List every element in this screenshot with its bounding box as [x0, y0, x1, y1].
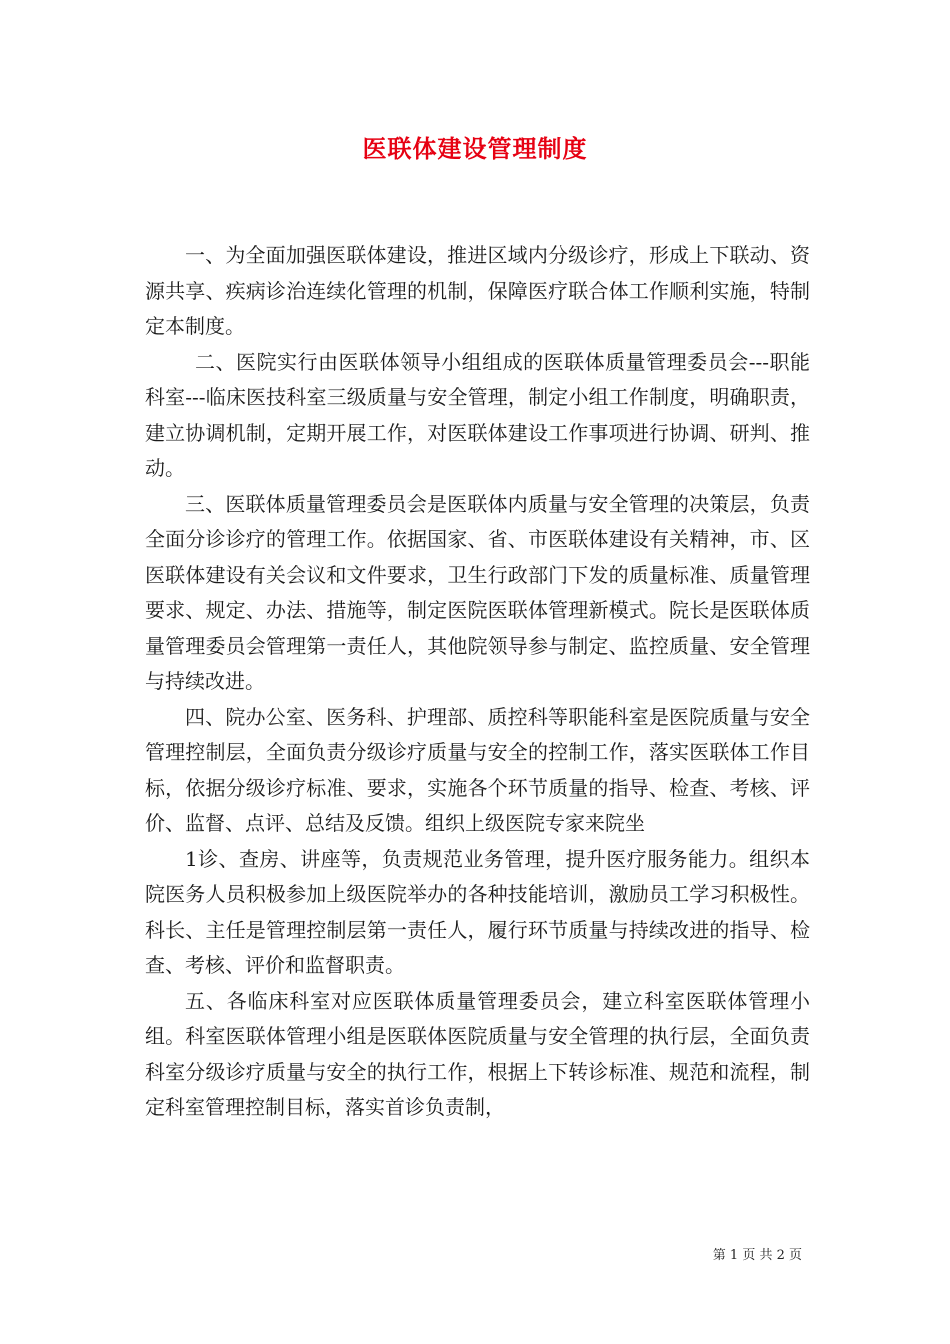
- document-body: [145, 238, 810, 1126]
- document-title: 医联体建设管理制度: [362, 134, 588, 163]
- paragraph-2: 二、医院实行由医联体领导小组组成的医联体质量管理委员会---职能科室---临床医技科室三级质量与安全管理，制定小组工作制度，明确职责，建立协调机制，定期开展工作，对医联体建设工作事项进行协调、研判、推动。: [145, 349, 810, 480]
- paragraph-5: 1诊、查房、讲座等，负责规范业务管理，提升医疗服务能力。组织本院医务人员积极参加上级医院举办的各种技能培训，激励员工学习积极性。科长、主任是管理控制层第一责任人，履行环节质量与持续改进的指导、检查、考核、评价和监督职责。: [145, 846, 810, 977]
- paragraph-6: 五、各临床科室对应医联体质量管理委员会，建立科室医联体管理小组。科室医联体管理小组是医联体医院质量与安全管理的执行层，全面负责科室分级诊疗质量与安全的执行工作，根据上下转诊标准、规范和流程，制定科室管理控制目标，落实首诊负责制，: [145, 988, 810, 1119]
- paragraph-4: 四、院办公室、医务科、护理部、质控科等职能科室是医院质量与安全管理控制层，全面负责分级诊疗质量与安全的控制工作，落实医联体工作目标，依据分级诊疗标准、要求，实施各个环节质量的指导、检查、考核、评价、监督、点评、总结及反馈。组织上级医院专家来院坐: [145, 704, 810, 835]
- paragraph-3: 三、医联体质量管理委员会是医联体内质量与安全管理的决策层，负责全面分诊诊疗的管理工作。依据国家、省、市医联体建设有关精神，市、区医联体建设有关会议和文件要求，卫生行政部门下发的质量标准、质量管理要求、规定、办法、措施等，制定医院医联体管理新模式。院长是医联体质量管理委员会管理第一责任人，其他院领导参与制定、监控质量、安全管理与持续改进。: [145, 491, 810, 693]
- paragraph-1: 一、为全面加强医联体建设，推进区域内分级诊疗，形成上下联动、资源共享、疾病诊治连续化管理的机制，保障医疗联合体工作顺利实施，特制定本制度。: [145, 243, 810, 338]
- page-number-footer: 第 1 页 共 2 页: [712, 1248, 802, 1263]
